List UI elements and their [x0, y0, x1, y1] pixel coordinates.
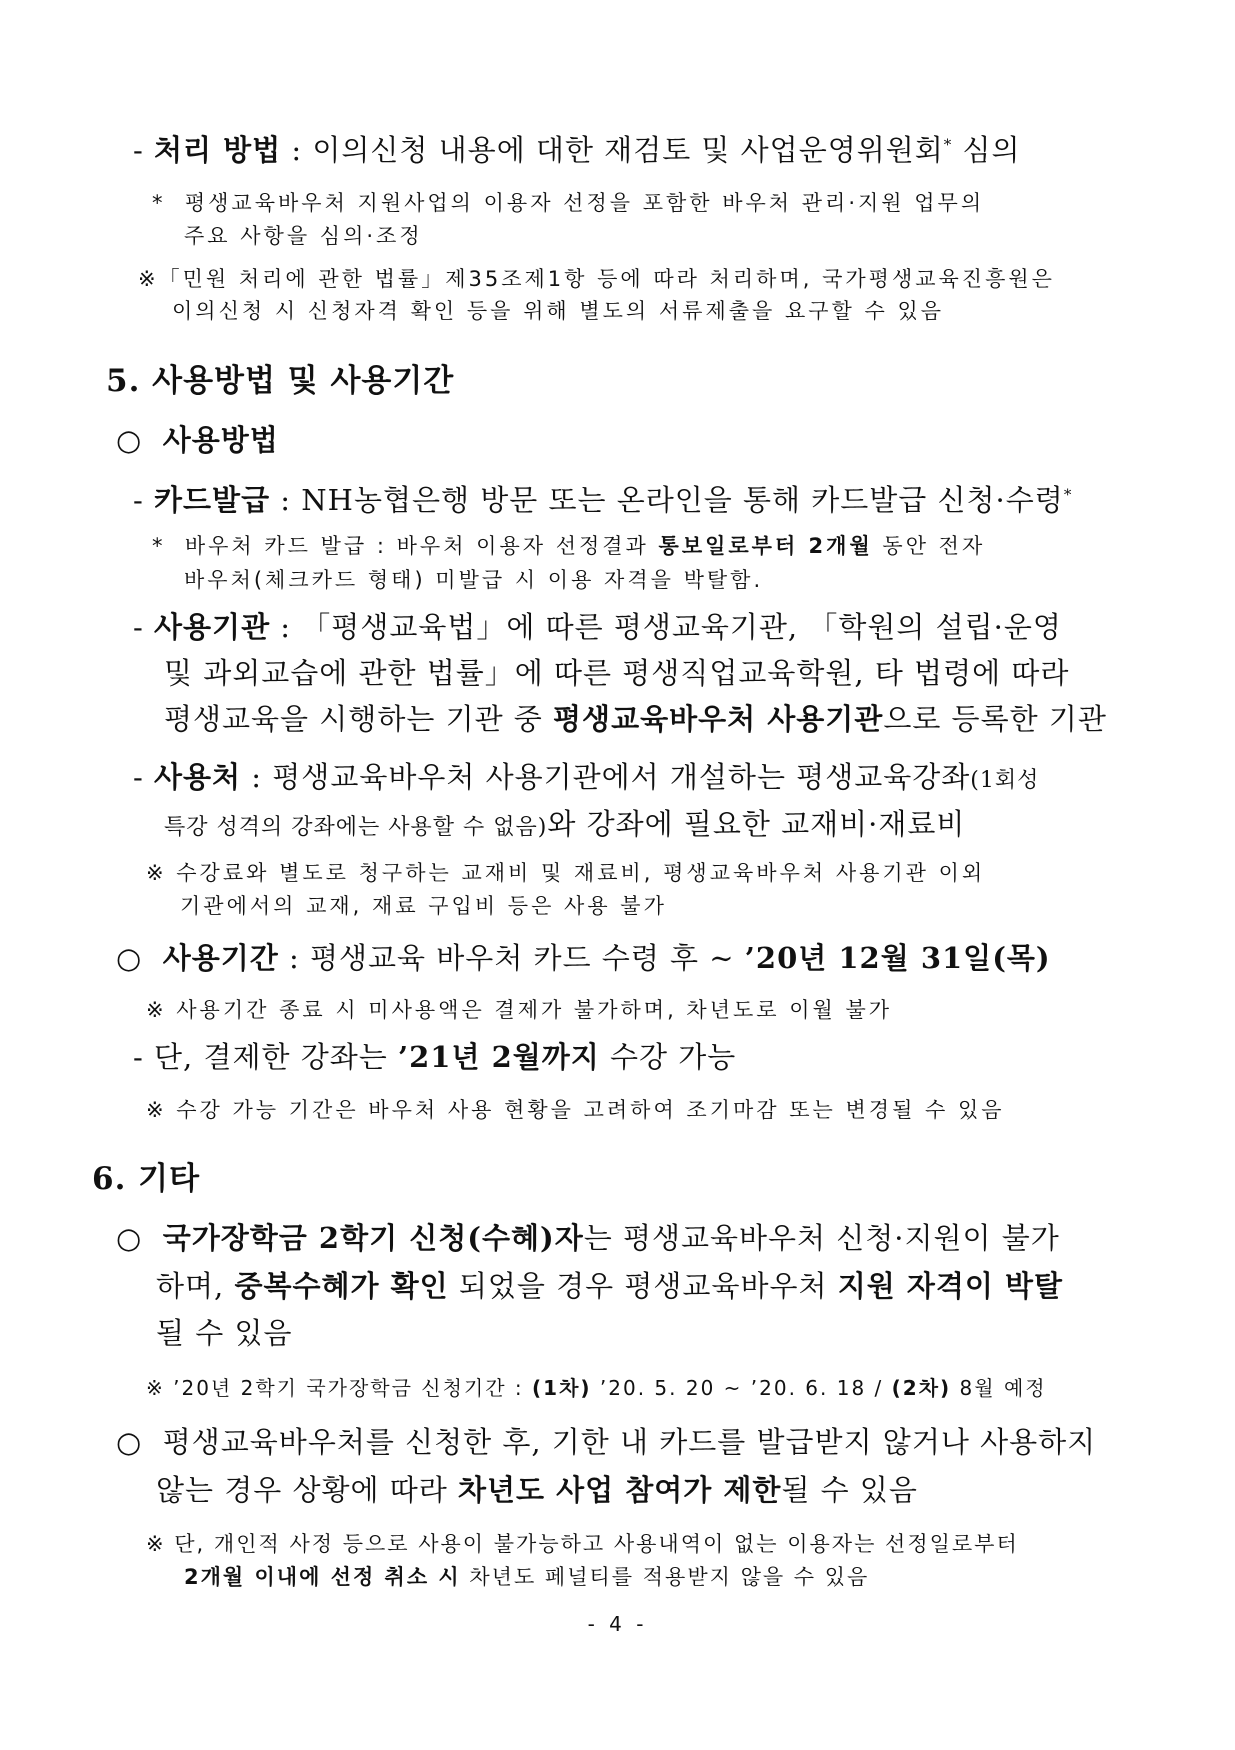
note-committee-line2: 주요 사항을 심의·조정 — [184, 224, 423, 248]
note-expiry: ※ 사용기간 종료 시 미사용액은 결제가 불가하며, 차년도로 이월 불가 — [146, 998, 893, 1022]
scholarship-line2: 하며, 중복수혜가 확인 되었을 경우 평생교육바우처 지원 자격이 박탈 — [156, 1269, 1064, 1303]
note-materials-line1: ※ 수강료와 별도로 청구하는 교재비 및 재료비, 평생교육바우처 사용기관 이외 — [146, 861, 986, 885]
institution-line3: 평생교육을 시행하는 기관 중 평생교육바우처 사용기관으로 등록한 기관 — [164, 702, 1107, 736]
usage-place-line1: - 사용처 : 평생교육바우처 사용기관에서 개설하는 평생교육강좌(1회성 — [133, 760, 1040, 794]
note-civil-law-line2: 이의신청 시 신청자격 확인 등을 위해 별도의 서류제출을 요구할 수 있음 — [172, 299, 945, 323]
card-restriction-line1: ○ 평생교육바우처를 신청한 후, 기한 내 카드를 발급받지 않거나 사용하지 — [116, 1425, 1097, 1459]
scholarship-line1: ○ 국가장학금 2학기 신청(수혜)자는 평생교육바우처 신청·지원이 불가 — [116, 1221, 1060, 1255]
usage-period-line: ○ 사용기간 : 평생교육 바우처 카드 수령 후 ∼ ’20년 12월 31일(목) — [116, 941, 1051, 975]
section-6-heading: 6. 기타 — [92, 1161, 201, 1197]
note-card-line2: 바우처(체크카드 형태) 미발급 시 이용 자격을 박탈함. — [184, 568, 764, 592]
usage-period-label: 사용기간 — [162, 941, 279, 975]
note-cancellation-line2: 2개월 이내에 선정 취소 시 차년도 페널티를 적용받지 않을 수 있음 — [184, 1565, 870, 1589]
processing-method-label: 처리 방법 — [154, 133, 282, 167]
note-course-period: ※ 수강 가능 기간은 바우처 사용 현황을 고려하여 조기마감 또는 변경될 수 있음 — [146, 1098, 1005, 1122]
institution-line2: 및 과외교습에 관한 법률」에 따른 평생직업교육학원, 타 법령에 따라 — [164, 656, 1070, 690]
usage-place-label: 사용처 — [154, 760, 242, 794]
note-materials-line2: 기관에서의 교재, 재료 구입비 등은 사용 불가 — [180, 894, 667, 918]
institution-label: 사용기관 — [154, 610, 271, 644]
note-civil-law-line1: ※「민원 처리에 관한 법률」제35조제1항 등에 따라 처리하며, 국가평생교육진흥원은 — [138, 267, 1055, 291]
note-cancellation-line1: ※ 단, 개인적 사정 등으로 사용이 불가능하고 사용내역이 없는 이용자는 선정일로부터 — [146, 1532, 1019, 1556]
note-card-line1: * 바우처 카드 발급 : 바우처 이용자 선정결과 통보일로부터 2개월 동안 전자 — [152, 534, 986, 558]
card-restriction-line2: 않는 경우 상황에 따라 차년도 사업 참여가 제한될 수 있음 — [156, 1473, 918, 1507]
note-scholarship-period: ※ ’20년 2학기 국가장학금 신청기간 : (1차) ’20. 5. 20 ~ ’20. 6. 18 / (2차) 8월 예정 — [146, 1376, 1047, 1400]
card-issue-label: 카드발급 — [154, 483, 271, 517]
usage-method-heading: ○ 사용방법 — [116, 423, 279, 457]
institution-line1: - 사용기관 : 「평생교육법」에 따른 평생교육기관, 「학원의 설립·운영 — [133, 610, 1062, 644]
scholarship-line3: 될 수 있음 — [156, 1316, 293, 1350]
usage-period-date: ’20년 12월 31일(목) — [744, 941, 1051, 975]
card-issue-line: - 카드발급 : NH농협은행 방문 또는 온라인을 통해 카드발급 신청·수령* — [133, 483, 1073, 517]
section-5-heading: 5. 사용방법 및 사용기간 — [106, 363, 455, 399]
usage-place-line2: 특강 성격의 강좌에는 사용할 수 없음)와 강좌에 필요한 교재비·재료비 — [164, 807, 966, 841]
page-number: - 4 - — [587, 1612, 648, 1636]
processing-method-line: - 처리 방법 : 이의신청 내용에 대한 재검토 및 사업운영위원회* 심의 — [133, 133, 1021, 167]
note-committee-line1: * 평생교육바우처 지원사업의 이용자 선정을 포함한 바우처 관리·지원 업무의 — [152, 191, 985, 215]
paid-course-line: - 단, 결제한 강좌는 ’21년 2월까지 수강 가능 — [133, 1040, 737, 1074]
